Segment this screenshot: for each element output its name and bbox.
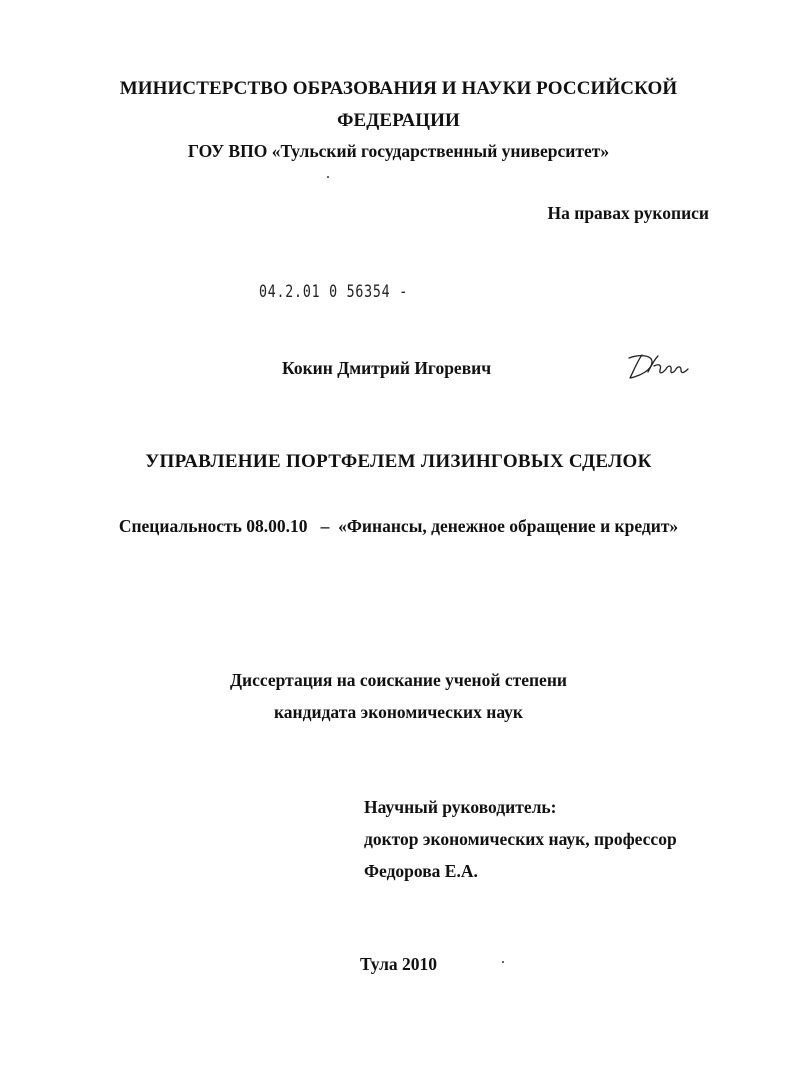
specialty: Специальность 08.00.10 – «Финансы, денежное обращение и кредит» [118, 516, 679, 536]
degree-line1: Диссертация на соискание ученой степени [230, 670, 567, 690]
supervisor-title: доктор экономических наук, профессор [364, 829, 677, 849]
scan-speck [327, 176, 329, 178]
city-year: Тула 2010 [359, 954, 438, 974]
scan-speck [502, 961, 504, 963]
signature-icon [626, 352, 692, 382]
degree-line2: кандидата экономических наук [273, 702, 524, 722]
manuscript-note: На правах рукописи [547, 203, 709, 223]
supervisor-name: Федорова Е.А. [364, 861, 478, 881]
registry-number: 04.2.01 0 56354 - [259, 282, 408, 302]
ministry-name-line2: ФЕДЕРАЦИИ [337, 110, 460, 131]
supervisor-label: Научный руководитель: [364, 797, 557, 817]
ministry-name-line1: МИНИСТЕРСТВО ОБРАЗОВАНИЯ И НАУКИ РОССИЙСКОЙ [119, 78, 678, 99]
thesis-title: УПРАВЛЕНИЕ ПОРТФЕЛЕМ ЛИЗИНГОВЫХ СДЕЛОК [145, 451, 652, 472]
author-name: Кокин Дмитрий Игоревич [282, 358, 492, 378]
university-name: ГОУ ВПО «Тульский государственный университет» [187, 141, 610, 161]
